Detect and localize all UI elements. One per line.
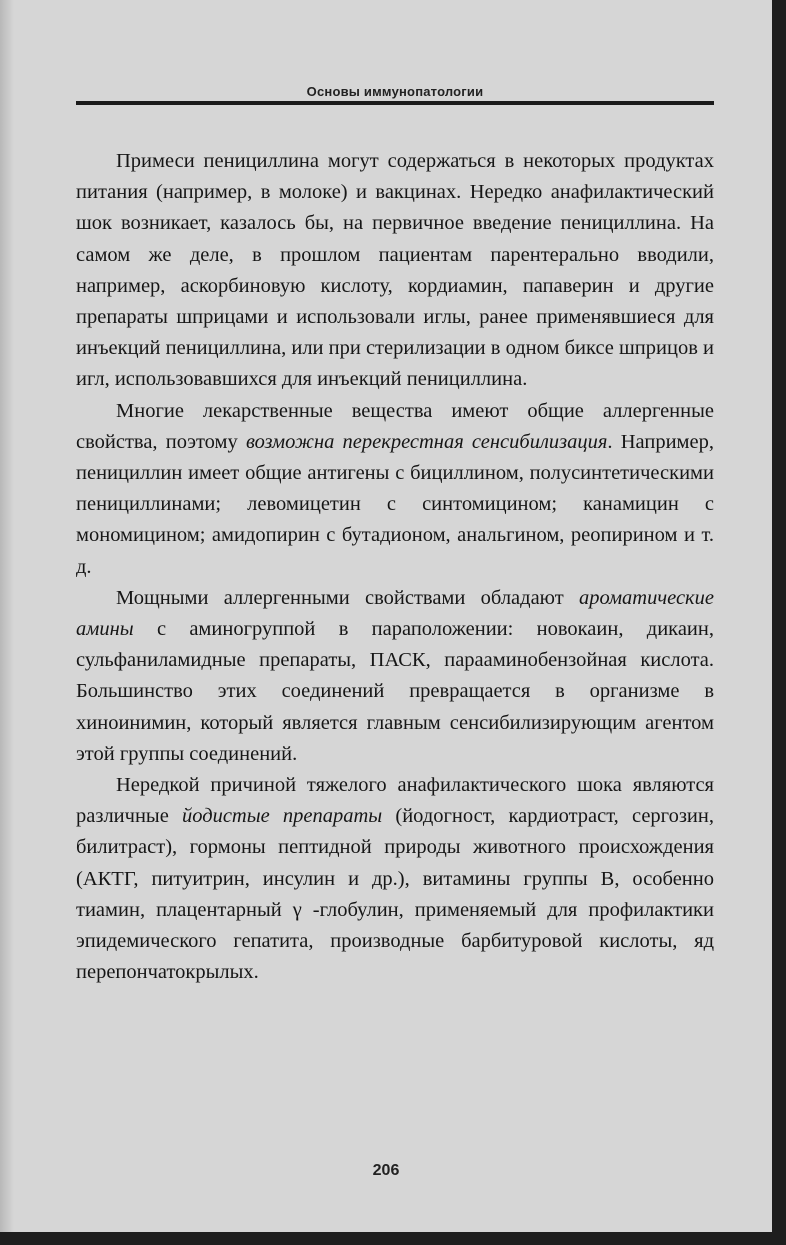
paragraph-3-emphasis: ароматические амины (76, 586, 714, 641)
paragraph-3-text-b: с аминогруппой в параположении: новокаин, дикаин, сульфаниламидные препараты, ПАСК, парааминобензойная кислота. Большинство этих соединений превращается в организме в хиноинимин, который является главным сенсибилизирующим агентом этой группы соединений. (76, 618, 714, 765)
header-rule (76, 101, 714, 105)
paragraph-2 (76, 396, 714, 583)
paragraph-4-emphasis: йодистые препараты (181, 805, 383, 828)
paragraph-4-text-b: (йодогност, кардиотраст, сергозин, билитраст), гормоны пептидной природы животного происхождения (АКТГ, питуитрин, инсулин и др.), витамины группы В, особенно тиамин, плацентарный γ -глобулин, применяемый для профилактики эпидемического гепатита, производные барбитуровой кислоты, яд перепончатокрылых. (76, 805, 714, 984)
paragraph-2-text-a: Многие лекарственные вещества имеют общие аллергенные свойства, поэтому (76, 399, 714, 453)
paragraph-3 (76, 583, 714, 770)
paragraph-2-text-b: . Например, пенициллин имеет общие антигены с бициллином, полусинтетическими пенициллинами; левомицетин с синтомицином; канамицин с мономицином; амидопирин с бутадионом, анальгином, реопирином и т. д. (76, 430, 714, 578)
page-number: 206 (372, 1162, 400, 1179)
paragraph-1 (76, 146, 714, 396)
text-body (76, 146, 714, 988)
spine-shadow (0, 0, 14, 1232)
paragraph-4 (76, 770, 714, 988)
paragraph-1-text: Примеси пенициллина могут содержаться в некоторых продуктах питания (например, в молоке) и вакцинах. Нередко анафилактический шок возникает, казалось бы, на первичное введение пенициллина. На самом же деле, в прошлом пациентам парентерально вводили, например, аскорбиновую кислоту, кордиамин, папаверин и другие препараты шприцами и использовали иглы, ранее применявшиеся для инъекций пенициллина, или при стерилизации в одном биксе шприцов и игл, использовавшихся для инъекций пенициллина. (76, 150, 714, 391)
running-header-title: Основы иммунопатологии (306, 84, 484, 99)
paragraph-2-emphasis: возможна перекрестная сенсибилизация (245, 430, 608, 453)
paragraph-4-text-a: Нередкой причиной тяжелого анафилактического шока являются различные (76, 774, 714, 828)
paragraph-3-text-a: Мощными аллергенными свойствами обладают (116, 586, 579, 609)
